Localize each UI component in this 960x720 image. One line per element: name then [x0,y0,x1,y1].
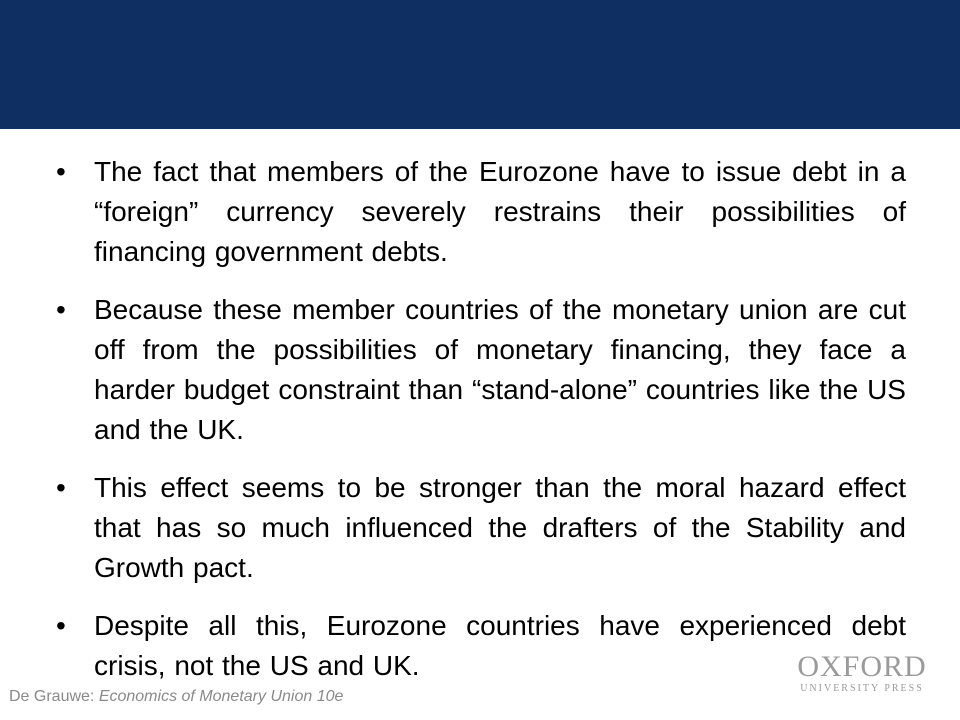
bullet-item [56,468,906,588]
footer-book-title: Economics of Monetary Union 10e [98,688,344,705]
bullet-text: This effect seems to be stronger than the moral hazard effect that has so much influenced the drafters of the Stability and Growth pact. [94,472,906,583]
bullet-item [56,290,906,450]
bullet-icon: • [56,472,66,503]
bullet-item [56,606,906,686]
bullet-icon: • [56,610,66,641]
logo-subtitle: UNIVERSITY PRESS [800,683,924,694]
bullet-icon: • [56,294,66,325]
bullet-text: Because these member countries of the monetary union are cut off from the possibilities of monetary financing, they face a harder budget constraint than “stand-alone” countries like the US and the UK. [94,294,906,445]
logo-name: OXFORD [797,650,927,683]
footer-author: De Grauwe: [9,688,99,705]
bullet-text: The fact that members of the Eurozone have to issue debt in a “foreign” currency severely restrains their possibilities of financing government debts. [94,156,906,267]
footer-citation [9,687,343,707]
bullet-text: Despite all this, Eurozone countries have experienced debt crisis, not the US and UK. [94,610,906,681]
bullet-item [56,152,906,272]
bullet-icon: • [56,156,66,187]
header-band [0,0,960,129]
bullet-list [56,152,906,704]
oxford-logo [796,652,928,696]
